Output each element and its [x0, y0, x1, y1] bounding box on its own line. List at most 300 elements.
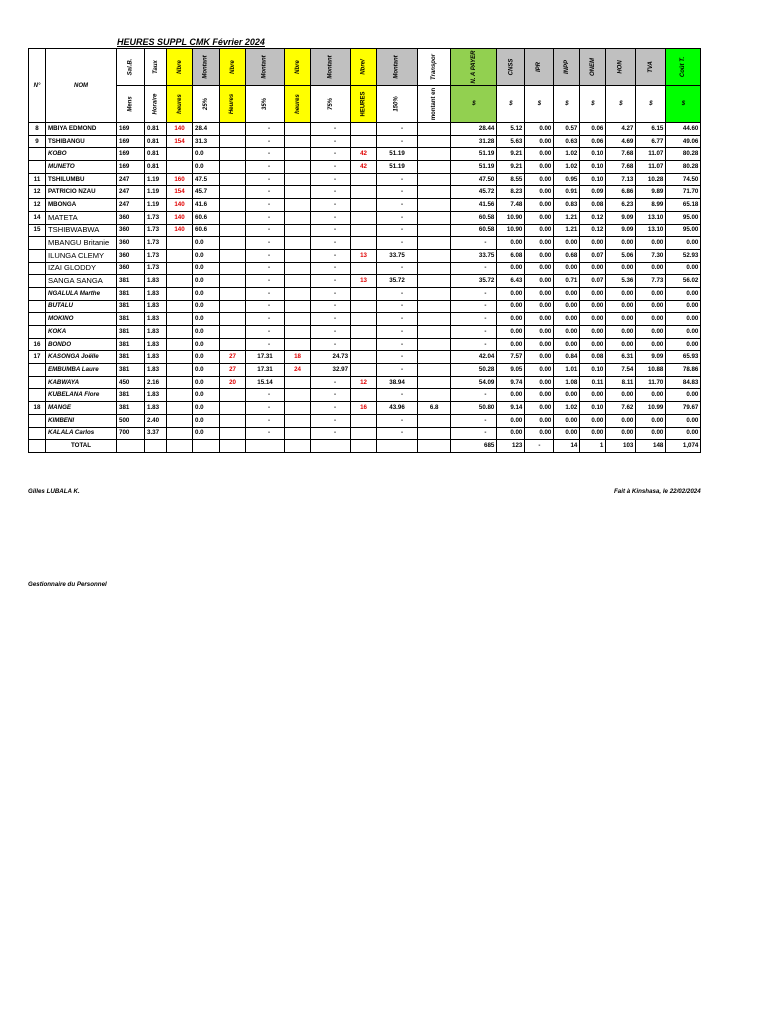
cell-total-cost: 80.28 [666, 161, 701, 174]
cell-hours75 [285, 300, 311, 313]
cell-name: MBONGA [46, 199, 117, 212]
cell-hours150 [351, 351, 377, 364]
cell-transport [418, 313, 451, 326]
total-empty-cell [29, 440, 46, 453]
cell-onem: 0.00 [580, 237, 606, 250]
table-row [29, 364, 701, 377]
table-row [29, 300, 701, 313]
cell-rate: 0.81 [145, 161, 167, 174]
cell-net-pay: 41.56 [451, 199, 497, 212]
cell-number: 9 [29, 135, 46, 148]
cell-transport [418, 224, 451, 237]
col-inpp-header: INPP [554, 49, 580, 86]
cell-amount150: - [377, 351, 418, 364]
cell-hours35 [220, 313, 246, 326]
cell-hours25: 154 [167, 186, 193, 199]
cell-tva: 10.99 [636, 402, 666, 415]
cell-amount25: 0.0 [193, 402, 220, 415]
cell-tva: 0.00 [636, 414, 666, 427]
cell-hours75 [285, 427, 311, 440]
table-row [29, 224, 701, 237]
cell-tva: 6.77 [636, 135, 666, 148]
cell-amount150: - [377, 186, 418, 199]
cell-transport [418, 148, 451, 161]
sheet-title: HEURES SUPPL CMK Février 2024 [117, 37, 265, 47]
cell-cnss: 10.90 [497, 211, 525, 224]
cell-hours35 [220, 338, 246, 351]
col-amount25-sub: 25% [193, 86, 220, 123]
cell-tva: 11.07 [636, 148, 666, 161]
cell-tva: 13.10 [636, 224, 666, 237]
cell-onem: 0.12 [580, 211, 606, 224]
cell-salary: 381 [117, 275, 145, 288]
cell-amount150: - [377, 326, 418, 339]
cell-hours25 [167, 389, 193, 402]
cell-cnss: 9.14 [497, 402, 525, 415]
cell-hours35 [220, 287, 246, 300]
cell-amount150: 43.96 [377, 402, 418, 415]
cell-cnss: 9.21 [497, 161, 525, 174]
cell-name: BONDO [46, 338, 117, 351]
total-inpp: 14 [554, 440, 580, 453]
cell-hours150 [351, 313, 377, 326]
cell-rate: 1.83 [145, 351, 167, 364]
cell-transport [418, 364, 451, 377]
cell-hours25 [167, 414, 193, 427]
cell-name: TSHIBANGU [46, 135, 117, 148]
cell-ipr: 0.00 [525, 199, 554, 212]
cell-salary: 247 [117, 186, 145, 199]
col-hours75-header: Nbre [285, 49, 311, 86]
cell-amount35: - [246, 211, 285, 224]
cell-cnss: 7.57 [497, 351, 525, 364]
cell-transport [418, 414, 451, 427]
col-transport-header: Transpor [418, 49, 451, 86]
cell-total-cost: 56.02 [666, 275, 701, 288]
cell-total-cost: 0.00 [666, 237, 701, 250]
cell-ipr: 0.00 [525, 389, 554, 402]
cell-amount150: - [377, 338, 418, 351]
cell-amount75: - [311, 161, 351, 174]
cell-salary: 381 [117, 389, 145, 402]
cell-hours150 [351, 338, 377, 351]
cell-cnss: 0.00 [497, 389, 525, 402]
cell-hours75 [285, 287, 311, 300]
cell-total-cost: 0.00 [666, 313, 701, 326]
cell-inpp: 0.00 [554, 389, 580, 402]
cell-salary: 169 [117, 123, 145, 136]
cell-ipr: 0.00 [525, 414, 554, 427]
cell-amount25: 0.0 [193, 300, 220, 313]
cell-amount35: - [246, 287, 285, 300]
cell-hours35: 27 [220, 351, 246, 364]
cell-number [29, 275, 46, 288]
cell-inpp: 0.84 [554, 351, 580, 364]
cell-cnss: 8.23 [497, 186, 525, 199]
cell-transport [418, 237, 451, 250]
cell-name: MBANGU Britanie [46, 237, 117, 250]
cell-salary: 247 [117, 199, 145, 212]
total-cnss: 123 [497, 440, 525, 453]
cell-inpp: 0.00 [554, 338, 580, 351]
cell-number [29, 262, 46, 275]
cell-tva: 7.73 [636, 275, 666, 288]
total-empty-cell [220, 440, 246, 453]
cell-net-pay: - [451, 338, 497, 351]
cell-hon: 6.86 [606, 186, 636, 199]
cell-rate: 1.83 [145, 402, 167, 415]
cell-hours25 [167, 275, 193, 288]
table-row [29, 313, 701, 326]
cell-amount35: 17.31 [246, 351, 285, 364]
cell-amount35: 17.31 [246, 364, 285, 377]
cell-number [29, 313, 46, 326]
cell-name: MBIYA EDMOND [46, 123, 117, 136]
cell-hours35 [220, 135, 246, 148]
cell-ipr: 0.00 [525, 364, 554, 377]
cell-amount150: - [377, 389, 418, 402]
cell-salary: 381 [117, 402, 145, 415]
cell-tva: 13.10 [636, 211, 666, 224]
cell-rate: 2.16 [145, 376, 167, 389]
table-row [29, 249, 701, 262]
table-row [29, 262, 701, 275]
col-number-header: N° [29, 49, 46, 123]
cell-number: 16 [29, 338, 46, 351]
col-tva-header: TVA [636, 49, 666, 86]
cell-amount25: 0.0 [193, 427, 220, 440]
cell-hours75 [285, 275, 311, 288]
cell-amount35: - [246, 224, 285, 237]
cell-cnss: 0.00 [497, 287, 525, 300]
cell-amount35: 15.14 [246, 376, 285, 389]
total-empty-cell [167, 440, 193, 453]
total-empty-cell [285, 440, 311, 453]
cell-onem: 0.10 [580, 364, 606, 377]
cell-hon: 0.00 [606, 389, 636, 402]
header-row-bottom [29, 86, 701, 123]
table-row [29, 376, 701, 389]
cell-net-pay: 47.50 [451, 173, 497, 186]
cell-transport [418, 427, 451, 440]
cell-transport [418, 135, 451, 148]
cell-amount35: - [246, 237, 285, 250]
cell-net-pay: - [451, 414, 497, 427]
col-rate-header: Taux [145, 49, 167, 86]
cell-number [29, 300, 46, 313]
cell-number [29, 427, 46, 440]
cell-salary: 169 [117, 161, 145, 174]
cell-onem: 0.00 [580, 313, 606, 326]
cell-amount25: 41.6 [193, 199, 220, 212]
table-row [29, 135, 701, 148]
table-row [29, 287, 701, 300]
cell-amount75: - [311, 338, 351, 351]
cell-hours75: 24 [285, 364, 311, 377]
cell-tva: 0.00 [636, 338, 666, 351]
cell-hours25: 160 [167, 173, 193, 186]
col-transport-sub: montant en [418, 86, 451, 123]
total-ipr: - [525, 440, 554, 453]
col-onem-header: ONEM [580, 49, 606, 86]
col-amount35-sub: 35% [246, 86, 285, 123]
cell-cnss: 6.08 [497, 249, 525, 262]
cell-rate: 1.73 [145, 224, 167, 237]
cell-amount150: 51.19 [377, 148, 418, 161]
cell-hours35 [220, 427, 246, 440]
cell-amount35: - [246, 173, 285, 186]
cell-hours35 [220, 186, 246, 199]
cell-salary: 360 [117, 262, 145, 275]
col-tva-sub: $ [636, 86, 666, 123]
cell-amount35: - [246, 161, 285, 174]
cell-hon: 4.69 [606, 135, 636, 148]
cell-amount150: - [377, 199, 418, 212]
cell-amount75: - [311, 211, 351, 224]
cell-onem: 0.09 [580, 186, 606, 199]
col-hours25-header: Nbre [167, 49, 193, 86]
cell-hours25: 140 [167, 224, 193, 237]
cell-rate: 1.83 [145, 275, 167, 288]
total-empty-cell [193, 440, 220, 453]
cell-tva: 0.00 [636, 313, 666, 326]
total-net-pay: 685 [451, 440, 497, 453]
cell-hours35 [220, 402, 246, 415]
cell-total-cost: 84.83 [666, 376, 701, 389]
cell-salary: 169 [117, 135, 145, 148]
cell-amount150: 33.75 [377, 249, 418, 262]
cell-hours35 [220, 211, 246, 224]
col-hours75-sub: heures [285, 86, 311, 123]
cell-amount75: - [311, 275, 351, 288]
cell-onem: 0.00 [580, 326, 606, 339]
cell-amount25: 0.0 [193, 326, 220, 339]
cell-hours150 [351, 326, 377, 339]
cell-inpp: 1.21 [554, 224, 580, 237]
col-hours35-header: Nbre [220, 49, 246, 86]
cell-tva: 11.07 [636, 161, 666, 174]
cell-onem: 0.10 [580, 402, 606, 415]
cell-total-cost: 74.50 [666, 173, 701, 186]
cell-hours75 [285, 389, 311, 402]
cell-amount25: 0.0 [193, 148, 220, 161]
cell-name: PATRICIO NZAU [46, 186, 117, 199]
cell-ipr: 0.00 [525, 376, 554, 389]
col-ipr-header: IPR [525, 49, 554, 86]
cell-transport [418, 287, 451, 300]
cell-hours75 [285, 249, 311, 262]
cell-ipr: 0.00 [525, 173, 554, 186]
cell-amount25: 0.0 [193, 389, 220, 402]
cell-onem: 0.00 [580, 427, 606, 440]
cell-onem: 0.10 [580, 173, 606, 186]
cell-transport [418, 161, 451, 174]
table-row [29, 338, 701, 351]
cell-hours25: 140 [167, 123, 193, 136]
cell-salary: 381 [117, 326, 145, 339]
cell-inpp: 0.95 [554, 173, 580, 186]
cell-name: KABWAYA [46, 376, 117, 389]
cell-onem: 0.08 [580, 351, 606, 364]
cell-onem: 0.08 [580, 199, 606, 212]
cell-amount75: - [311, 326, 351, 339]
cell-amount35: - [246, 123, 285, 136]
table-row [29, 173, 701, 186]
cell-ipr: 0.00 [525, 224, 554, 237]
cell-hours25 [167, 262, 193, 275]
cell-onem: 0.00 [580, 389, 606, 402]
cell-hours75 [285, 237, 311, 250]
cell-amount25: 47.5 [193, 173, 220, 186]
cell-total-cost: 0.00 [666, 414, 701, 427]
cell-amount25: 0.0 [193, 313, 220, 326]
cell-amount75: - [311, 148, 351, 161]
table-row [29, 186, 701, 199]
cell-name: KIMBENI [46, 414, 117, 427]
cell-inpp: 1.21 [554, 211, 580, 224]
cell-number: 12 [29, 199, 46, 212]
cell-amount150: - [377, 300, 418, 313]
cell-transport [418, 376, 451, 389]
cell-tva: 0.00 [636, 237, 666, 250]
cell-amount75: - [311, 300, 351, 313]
cell-hours25 [167, 326, 193, 339]
col-hon-sub: $ [606, 86, 636, 123]
cell-number: 11 [29, 173, 46, 186]
cell-amount150: 35.72 [377, 275, 418, 288]
cell-name: MATETA [46, 211, 117, 224]
total-empty-cell [145, 440, 167, 453]
cell-hon: 7.68 [606, 148, 636, 161]
total-row [29, 440, 701, 453]
cell-total-cost: 95.00 [666, 211, 701, 224]
cell-hours75 [285, 135, 311, 148]
cell-cnss: 0.00 [497, 326, 525, 339]
table-row [29, 414, 701, 427]
cell-hours35 [220, 237, 246, 250]
cell-tva: 9.09 [636, 351, 666, 364]
cell-amount75: - [311, 249, 351, 262]
cell-rate: 1.83 [145, 287, 167, 300]
cell-inpp: 1.02 [554, 148, 580, 161]
cell-tva: 0.00 [636, 389, 666, 402]
cell-number [29, 148, 46, 161]
cell-hon: 5.06 [606, 249, 636, 262]
cell-total-cost: 49.06 [666, 135, 701, 148]
total-tva: 148 [636, 440, 666, 453]
table-row [29, 161, 701, 174]
cell-net-pay: - [451, 427, 497, 440]
cell-number [29, 237, 46, 250]
cell-name: TSHILUMBU [46, 173, 117, 186]
cell-ipr: 0.00 [525, 262, 554, 275]
table-row [29, 123, 701, 136]
cell-ipr: 0.00 [525, 351, 554, 364]
cell-hours75 [285, 376, 311, 389]
cell-cnss: 6.43 [497, 275, 525, 288]
cell-name: KALALA Carlos [46, 427, 117, 440]
col-cnss-sub: $ [497, 86, 525, 123]
col-hours150-header: Nbre/ [351, 49, 377, 86]
cell-hours150: 13 [351, 275, 377, 288]
cell-amount35: - [246, 326, 285, 339]
cell-hon: 0.00 [606, 338, 636, 351]
cell-hon: 7.13 [606, 173, 636, 186]
cell-number: 17 [29, 351, 46, 364]
cell-hon: 7.62 [606, 402, 636, 415]
cell-tva: 0.00 [636, 262, 666, 275]
table-row [29, 389, 701, 402]
cell-tva: 8.99 [636, 199, 666, 212]
cell-hours150 [351, 427, 377, 440]
cell-hours35 [220, 148, 246, 161]
cell-tva: 0.00 [636, 300, 666, 313]
cell-ipr: 0.00 [525, 148, 554, 161]
signature-date: Fait à Kinshasa, le 22/02/2024 [614, 488, 701, 495]
col-amount150-header: Montant [377, 49, 418, 86]
cell-rate: 1.83 [145, 338, 167, 351]
cell-hours35 [220, 275, 246, 288]
col-salary-header: Sal.B. [117, 49, 145, 86]
cell-amount25: 0.0 [193, 414, 220, 427]
cell-number [29, 287, 46, 300]
cell-inpp: 0.00 [554, 300, 580, 313]
col-hours150-sub: HEURES [351, 86, 377, 123]
cell-rate: 1.19 [145, 173, 167, 186]
cell-hours75 [285, 224, 311, 237]
col-rate-sub: Horaire [145, 86, 167, 123]
cell-ipr: 0.00 [525, 300, 554, 313]
cell-amount25: 0.0 [193, 351, 220, 364]
cell-transport [418, 262, 451, 275]
cell-amount35: - [246, 135, 285, 148]
table-row [29, 211, 701, 224]
col-total-cost-sub: $ [666, 86, 701, 123]
cell-hon: 0.00 [606, 237, 636, 250]
cell-ipr: 0.00 [525, 211, 554, 224]
cell-tva: 10.28 [636, 173, 666, 186]
cell-amount25: 0.0 [193, 161, 220, 174]
cell-net-pay: 60.58 [451, 224, 497, 237]
cell-inpp: 0.00 [554, 427, 580, 440]
cell-ipr: 0.00 [525, 249, 554, 262]
cell-amount75: - [311, 135, 351, 148]
cell-total-cost: 80.28 [666, 148, 701, 161]
cell-inpp: 0.00 [554, 237, 580, 250]
col-amount75-header: Montant [311, 49, 351, 86]
cell-number [29, 389, 46, 402]
col-hon-header: HON [606, 49, 636, 86]
cell-hours75 [285, 186, 311, 199]
cell-hours35 [220, 249, 246, 262]
cell-total-cost: 65.18 [666, 199, 701, 212]
cell-inpp: 1.01 [554, 364, 580, 377]
cell-onem: 0.06 [580, 123, 606, 136]
cell-number: 8 [29, 123, 46, 136]
cell-rate: 0.81 [145, 148, 167, 161]
total-empty-cell [377, 440, 418, 453]
cell-salary: 247 [117, 173, 145, 186]
cell-inpp: 0.00 [554, 287, 580, 300]
cell-hours75 [285, 211, 311, 224]
col-amount150-sub: 150% [377, 86, 418, 123]
cell-net-pay: 35.72 [451, 275, 497, 288]
cell-hours150 [351, 364, 377, 377]
cell-net-pay: - [451, 300, 497, 313]
cell-amount75: - [311, 414, 351, 427]
header-row-top [29, 49, 701, 86]
cell-transport [418, 186, 451, 199]
